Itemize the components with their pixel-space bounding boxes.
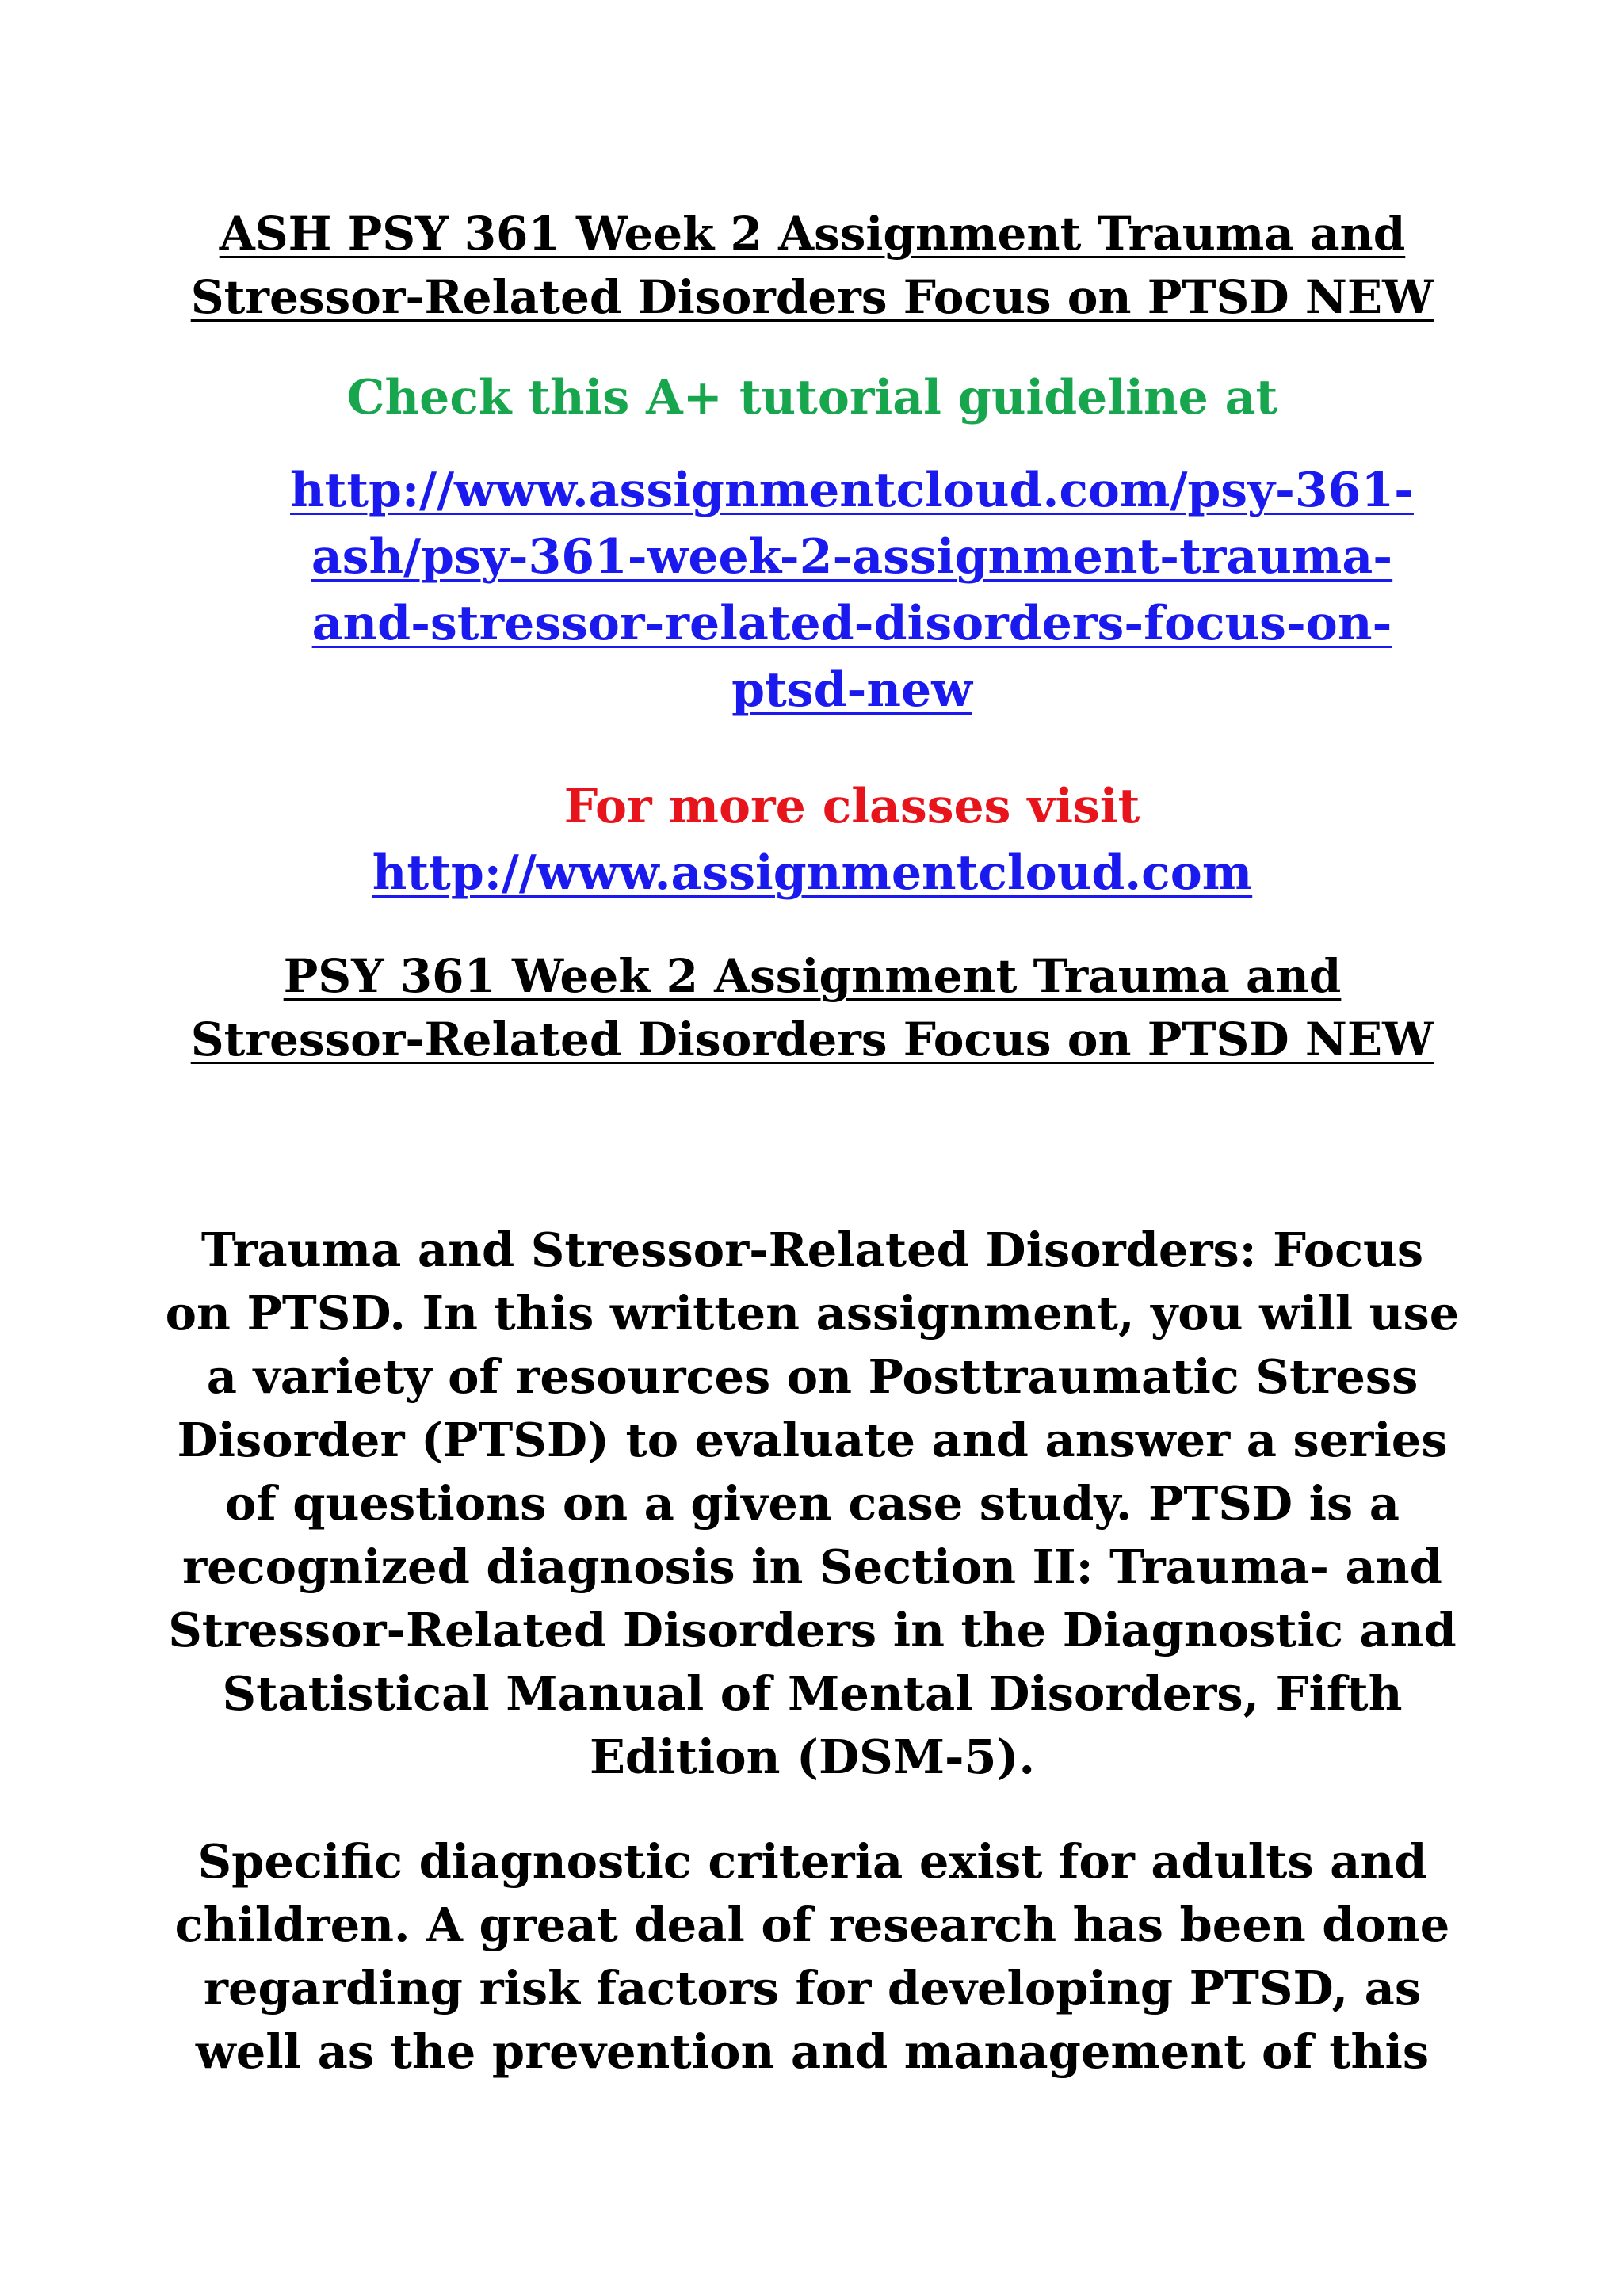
paragraph-line: children. A great deal of research has been done (174, 1897, 1450, 1952)
paragraph-1 (119, 1219, 1506, 1789)
paragraph-line: a variety of resources on Posttraumatic Stress (206, 1349, 1419, 1404)
paragraph-line: of questions on a given case study. PTSD is a (225, 1476, 1400, 1531)
tutorial-link-line[interactable]: ptsd-new (731, 662, 972, 718)
paragraph-line: on PTSD. In this written assignment, you will use (165, 1286, 1460, 1341)
tutorial-link[interactable] (238, 457, 1466, 723)
paragraph-line: well as the prevention and management of this (195, 2024, 1430, 2079)
paragraph-2 (119, 1830, 1506, 2084)
sub-title (158, 944, 1466, 1071)
classes-link[interactable]: http://www.assignmentcloud.com (372, 845, 1253, 901)
paragraph-line: Disorder (PTSD) to evaluate and answer a series (177, 1413, 1448, 1467)
tutorial-link-line[interactable]: http://www.assignmentcloud.com/psy-361- (290, 463, 1414, 518)
tutorial-link-line[interactable]: ash/psy-361-week-2-assignment-trauma- (311, 529, 1393, 585)
tutorial-link-line[interactable]: and-stressor-related-disorders-focus-on- (311, 596, 1392, 651)
paragraph-line: recognized diagnosis in Section II: Trauma- and (182, 1539, 1442, 1594)
tutorial-prompt: Check this A+ tutorial guideline at (346, 370, 1278, 425)
header-title-line: Stressor-Related Disorders Focus on PTSD NEW (190, 270, 1434, 324)
sub-title-line: PSY 361 Week 2 Assignment Trauma and (283, 949, 1342, 1003)
paragraph-line: regarding risk factors for developing PTSD, as (203, 1961, 1422, 2016)
header-title (158, 202, 1466, 329)
paragraph-line: Specific diagnostic criteria exist for adults and (197, 1834, 1427, 1889)
paragraph-line: Edition (DSM-5). (589, 1730, 1036, 1784)
header-title-line: ASH PSY 361 Week 2 Assignment Trauma and (219, 207, 1406, 261)
sub-title-line: Stressor-Related Disorders Focus on PTSD NEW (190, 1013, 1434, 1066)
classes-prompt: For more classes visit (563, 779, 1140, 834)
paragraph-line: Stressor-Related Disorders in the Diagnostic and (168, 1603, 1457, 1657)
paragraph-line: Statistical Manual of Mental Disorders, Fifth (222, 1666, 1403, 1721)
paragraph-line: Trauma and Stressor-Related Disorders: Focus (200, 1222, 1424, 1277)
